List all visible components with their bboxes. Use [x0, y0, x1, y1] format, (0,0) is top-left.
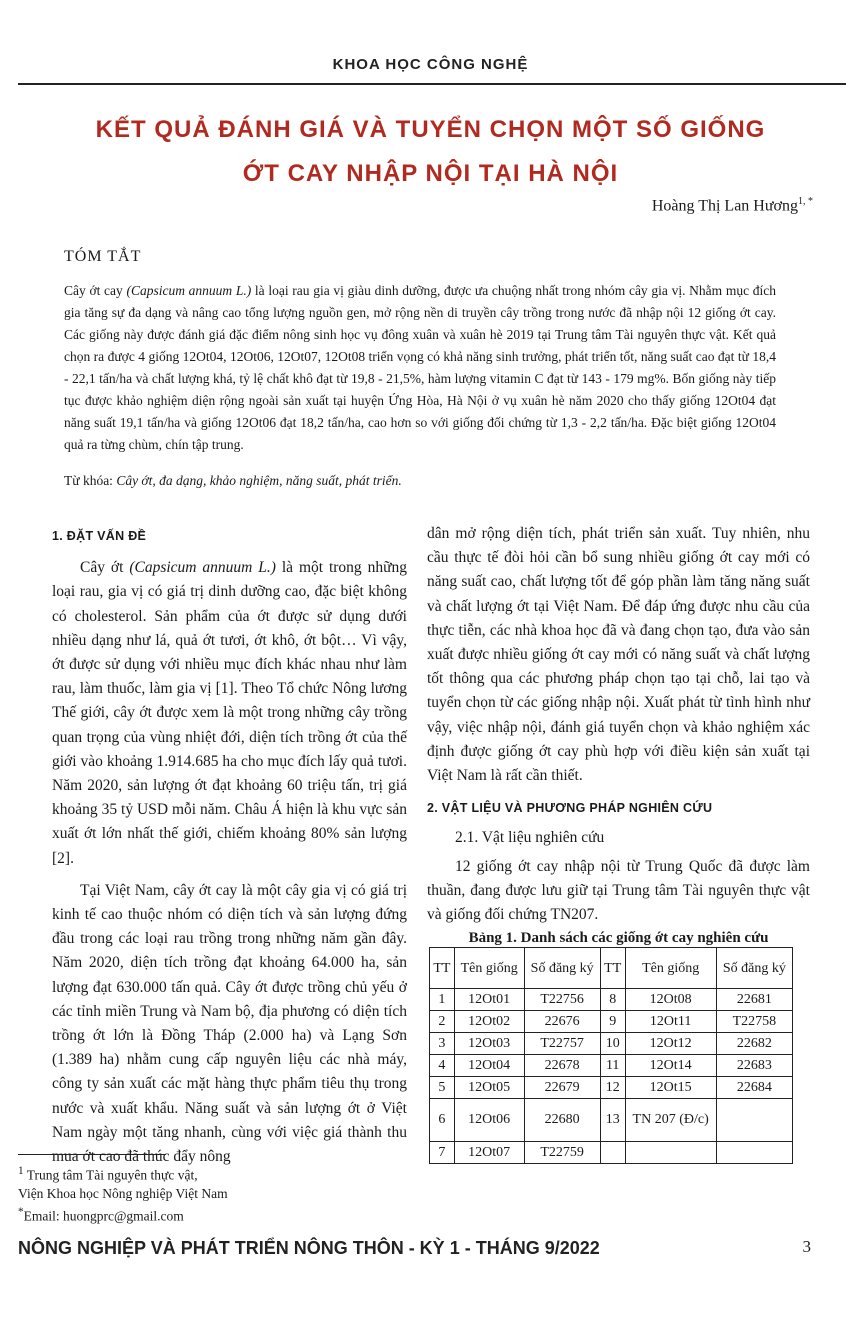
table-cell: 4	[430, 1055, 455, 1077]
table-cell: 2	[430, 1011, 455, 1033]
table-row	[430, 989, 793, 1011]
author-name: Hoàng Thị Lan Hương	[651, 197, 798, 215]
table-cell: 12Ot06	[454, 1099, 524, 1142]
table-cell: 22684	[716, 1077, 792, 1099]
table-cell: T22759	[524, 1142, 600, 1164]
abstract-text	[64, 280, 776, 456]
p1-body: là một trong những loại rau, gia vị có giá trị dinh dưỡng cao, đặc biệt không có cholesterol. Sản phẩm của ớt được sử dụng dưới nhiều dạng như lá, quả ớt tươi, ớt khô, ớt bột… Vì vậy, ớt được sử dụng với nhiều mục đích khác nhau như làm rau, làm thuốc, làm gia vị [1]. Theo Tổ chức Nông lương Thế giới, cây ớt được xem là một trong những cây trồng quan trọng của vùng nhiệt đới, diện tích trồng ớt của thế giới vào khoảng 1.914.685 ha cho mục đích lấy quả tươi. Năm 2020, sản lượng ớt đạt khoảng 60 triệu tấn, trị giá khoảng 35 tỷ USD mỗi năm. Châu Á hiện là khu vực sản xuất ớt lớn nhất thế giới, chiếm khoảng 80% sản lượng [2].	[52, 559, 408, 867]
author-affiliation-mark: 1, *	[798, 196, 813, 207]
abstract-species-name: (Capsicum annuum L.)	[126, 283, 252, 298]
section-1-paragraph-2: Tại Việt Nam, cây ớt cay là một cây gia vị có giá trị kinh tế cao thuộc nhóm có diện tích và sản lượng đứng đầu trong các loại rau trồng trong những năm gần đây. Năm 2020, diện tích trồng đạt khoảng 64.000 ha, sản lượng đạt 630.000 tấn quả. Cây ớt được trồng chủ yếu ở các tỉnh miền Trung và Nam bộ, địa phương có diện tích trồng ớt lớn là Đồng Tháp (2.000 ha) và Lạng Sơn (1.389 ha) nhằm cung cấp nguyên liệu các nhà máy, công ty sản xuất các mặt hàng thực phẩm tiêu thụ trong nước và xuất khẩu. Năng suất và sản lượng ớt ở Việt Nam ngày một tăng nhanh, cùng với việc giá thành thu mua ớt cao đã thúc đẩy nông	[52, 881, 407, 1166]
abstract-text-start: Cây ớt cay	[64, 283, 127, 298]
table-cell: 12Ot04	[454, 1055, 524, 1077]
table-cell: 7	[430, 1142, 455, 1164]
table-row	[430, 1055, 793, 1077]
table-cell: 12Ot01	[454, 989, 524, 1011]
table-cell: 12Ot03	[454, 1033, 524, 1055]
table-cell: 12Ot14	[625, 1055, 716, 1077]
subsection-2-1-heading: 2.1. Vật liệu nghiên cứu	[455, 829, 605, 847]
table-cell: 11	[600, 1055, 625, 1077]
table-header-cell: Tên giống	[625, 948, 716, 989]
table-cell: 6	[430, 1099, 455, 1142]
abstract-heading: TÓM TẮT	[64, 248, 142, 265]
table-cell: 12Ot02	[454, 1011, 524, 1033]
journal-footer: NÔNG NGHIỆP VÀ PHÁT TRIỂN NÔNG THÔN - KỲ 1 - THÁNG 9/2022	[18, 1238, 600, 1258]
table-1	[429, 947, 793, 1164]
footnote-affiliation-1	[18, 1162, 228, 1185]
table-cell: T22758	[716, 1011, 792, 1033]
table-1-caption: Bảng 1. Danh sách các giống ớt cay nghiên cứu	[468, 930, 769, 947]
keywords	[64, 470, 776, 492]
right-column	[427, 522, 810, 1164]
table-cell: 12Ot05	[454, 1077, 524, 1099]
table-row	[430, 1099, 793, 1142]
header-rule	[18, 83, 846, 85]
table-cell: T22757	[524, 1033, 600, 1055]
abstract-text-body: là loại rau gia vị giàu dinh dưỡng, được ưa chuộng nhất trong nhóm cây gia vị. Nhằm mục đích gia tăng sự đa dạng và nâng cao tổng lượng nguồn gen, mở rộng nền di truyền cây trồng trong nước đã nhập nội 12 giống ớt cay. Các giống này được đánh giá đặc điểm nông sinh học vụ đông xuân và xuân hè 2019 tại Trung tâm Tài nguyên thực vật. Kết quả chọn ra được 4 giống 12Ot04, 12Ot06, 12Ot07, 12Ot08 triển vọng có khả năng sinh trưởng, phát triển tốt, năng suất cao đạt từ 18,4 - 22,1 tấn/ha và chất lượng khá, tỷ lệ chất khô đạt từ 19,8 - 21,5%, hàm lượng vitamin C đạt từ 143 - 179 mg%. Bốn giống này tiếp tục được khảo nghiệm diện rộng ngoài sản xuất tại huyện Ứng Hòa, Hà Nội ở vụ xuân hè năm 2020 cho thấy giống 12Ot04 đạt năng suất 19,1 tấn/ha và giống 12Ot06 đạt 18,2 tấn/ha, cao hơn so với giống đối chứng từ 1,3 - 2,2 tấn/ha. Đặc biệt giống 12Ot04 quả ra từng chùm, chín tập trung.	[64, 283, 777, 452]
table-cell: 22681	[716, 989, 792, 1011]
table-row	[430, 1011, 793, 1033]
table-cell: 13	[600, 1099, 625, 1142]
table-cell: 8	[600, 989, 625, 1011]
table-cell: 12Ot15	[625, 1077, 716, 1099]
footnote-affiliation-2: Viện Khoa học Nông nghiệp Việt Nam	[18, 1185, 228, 1201]
table-header-cell: TT	[600, 948, 625, 989]
table-cell: 10	[600, 1033, 625, 1055]
author-line	[652, 196, 813, 215]
table-cell: 5	[430, 1077, 455, 1099]
article-title	[0, 108, 861, 196]
table-cell: TN 207 (Đ/c)	[625, 1099, 716, 1142]
table-cell: 9	[600, 1011, 625, 1033]
table-cell	[716, 1099, 792, 1142]
section-1-paragraph-1	[52, 556, 407, 871]
table-row	[430, 1033, 793, 1055]
table-cell: T22756	[524, 989, 600, 1011]
footnote	[18, 1162, 228, 1225]
table-cell: 3	[430, 1033, 455, 1055]
table-cell: 22680	[524, 1099, 600, 1142]
table-cell: 12Ot08	[625, 989, 716, 1011]
footnote-email	[18, 1203, 228, 1226]
title-line-2: ỚT CAY NHẬP NỘI TẠI HÀ NỘI	[242, 160, 619, 187]
table-header-row	[430, 948, 793, 989]
table-header-cell: TT	[430, 948, 455, 989]
page-number: 3	[802, 1237, 811, 1256]
table-cell: 22679	[524, 1077, 600, 1099]
table-cell	[716, 1142, 792, 1164]
section-1-paragraph-3: dân mở rộng diện tích, phát triển sản xuất. Tuy nhiên, nhu cầu thực tế đòi hỏi cần bổ sung nhiều giống ớt cay mới có năng suất cao, chất lượng tốt để góp phần làm tăng năng suất và chất lượng ớt tại Việt Nam. Để đáp ứng được nhu cầu của thực tiễn, các nhà khoa học đã và đang chọn tạo, đưa vào sản xuất được nhiều giống ớt cay mới có năng suất và chất lượng tốt thông qua các phương pháp chọn tạo tại chỗ, lai tạo và tuyển chọn từ các giống nhập nội. Xuất phát từ tình hình như vậy, việc nhập nội, đánh giá tuyển chọn và khảo nghiệm xác định được giống ớt cay phù hợp với điều kiện sản xuất tại Việt Nam là rất cần thiết.	[427, 525, 810, 785]
left-column	[52, 524, 407, 1169]
table-cell: 12Ot12	[625, 1033, 716, 1055]
table-header-cell: Tên giống	[454, 948, 524, 989]
table-header-cell: Số đăng ký	[716, 948, 792, 989]
table-header-cell: Số đăng ký	[524, 948, 600, 989]
footnote-line-1: Trung tâm Tài nguyên thực vật,	[26, 1167, 198, 1183]
section-header: KHOA HỌC CÔNG NGHỆ	[332, 56, 529, 73]
table-row	[430, 1142, 793, 1164]
table-cell: 12Ot11	[625, 1011, 716, 1033]
table-row	[430, 1077, 793, 1099]
keywords-list: Cây ớt, đa dạng, khảo nghiệm, năng suất, phát triển.	[116, 473, 402, 488]
section-1-heading: 1. ĐẶT VẤN ĐỀ	[52, 529, 147, 543]
footnote-mark-1: 1	[18, 1165, 24, 1177]
table-cell: 1	[430, 989, 455, 1011]
keywords-label: Từ khóa:	[64, 473, 117, 488]
table-cell: 22676	[524, 1011, 600, 1033]
table-cell: 22678	[524, 1055, 600, 1077]
table-cell	[625, 1142, 716, 1164]
section-2-paragraph-1: 12 giống ớt cay nhập nội từ Trung Quốc đã được làm thuần, đang được lưu giữ tại Trung tâm Tài nguyên thực vật và giống đối chứng TN207.	[427, 857, 810, 924]
table-cell: 22683	[716, 1055, 792, 1077]
p1-species-name: (Capsicum annuum L.)	[129, 559, 276, 577]
section-2-heading: 2. VẬT LIỆU VÀ PHƯƠNG PHÁP NGHIÊN CỨU	[427, 801, 713, 816]
table-cell: 12Ot07	[454, 1142, 524, 1164]
footnote-mark-2: *	[18, 1205, 24, 1218]
footnote-rule	[18, 1154, 166, 1155]
table-cell	[600, 1142, 625, 1164]
footnote-email-text: Email: huongprc@gmail.com	[23, 1208, 184, 1223]
table-cell: 12	[600, 1077, 625, 1099]
title-line-1: KẾT QUẢ ĐÁNH GIÁ VÀ TUYỂN CHỌN MỘT SỐ GIỐNG	[95, 116, 766, 143]
p1-start: Cây ớt	[80, 559, 130, 577]
table-cell: 22682	[716, 1033, 792, 1055]
